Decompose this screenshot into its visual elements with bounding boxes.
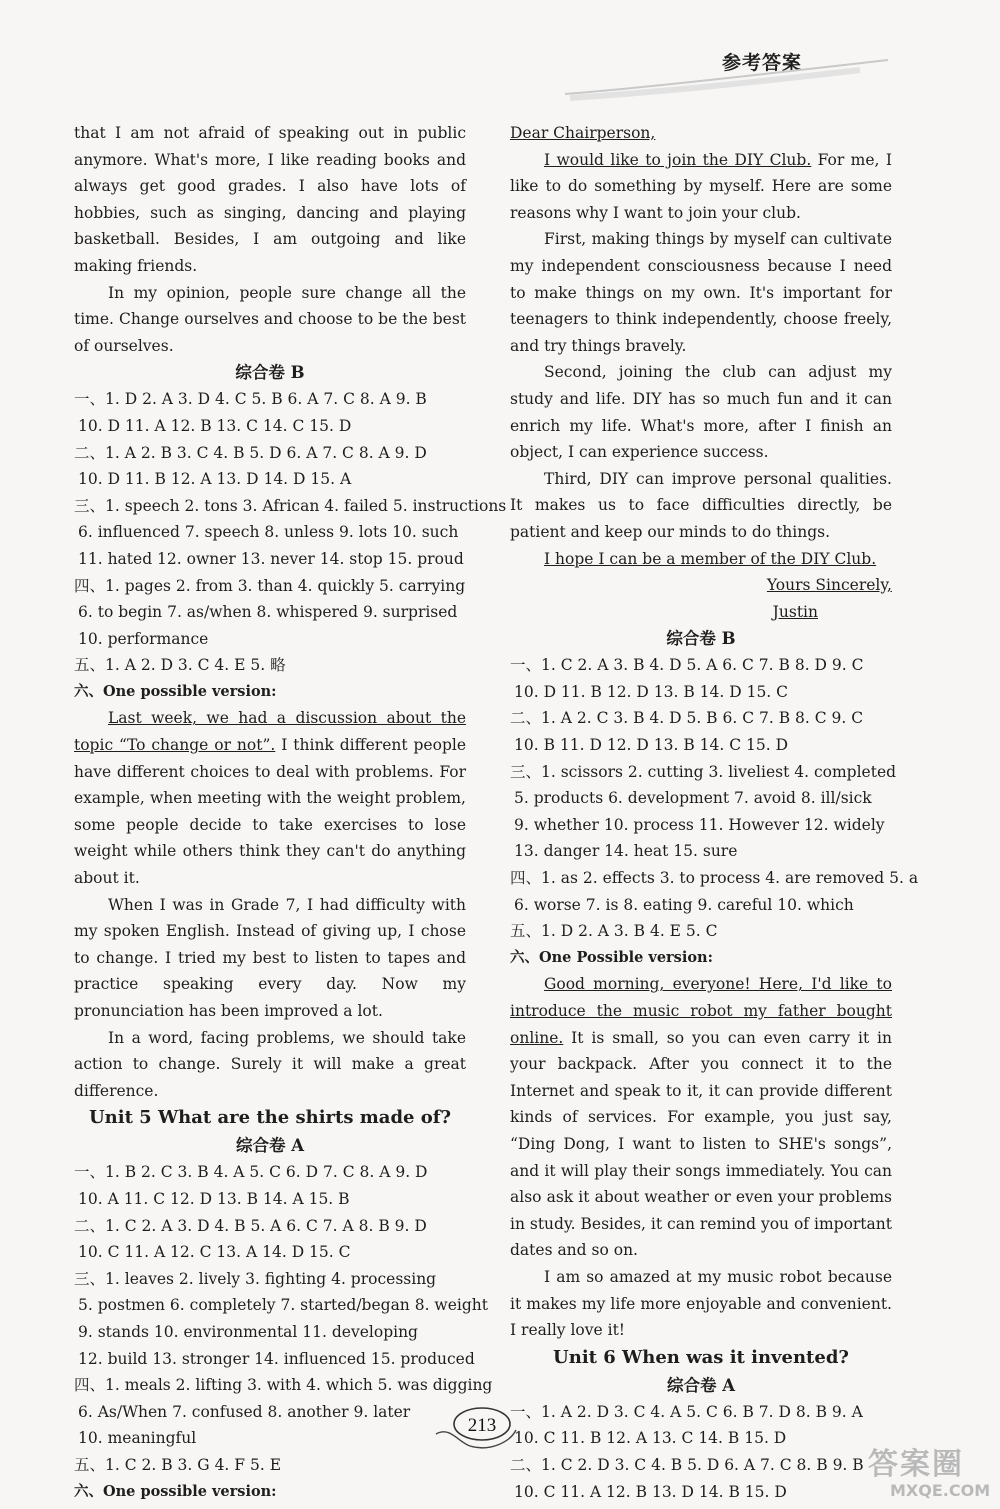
letter-paragraph-1 [510, 147, 892, 227]
answers: 1. C 2. B 3. G 4. F 5. E [105, 1455, 282, 1474]
b-section-3-line-3: 9. whether 10. process 11. However 12. widely [514, 815, 885, 834]
b-section-2-line-2: 10. B 11. D 12. D 13. B 14. C 15. D [514, 736, 789, 755]
answers: 1. A 2. C 3. B 4. D 5. B 6. C 7. B 8. C 9. C [541, 709, 864, 728]
section-label: 六、 [74, 1482, 103, 1500]
section-label: 三、 [510, 762, 542, 781]
a-section-1-line-2: 10. C 11. B 12. A 13. C 14. B 15. D [514, 1429, 787, 1448]
answers: 1. scissors 2. cutting 3. liveliest 4. completed [541, 762, 897, 781]
b-section-6-heading [74, 679, 466, 706]
a-section-4-line-2: 6. As/When 7. confused 8. another 9. later [78, 1402, 411, 1421]
a-section-3-line-1 [74, 1266, 466, 1293]
section-label: 二、 [74, 1216, 106, 1235]
a-section-4-line-1 [74, 1372, 493, 1399]
a-section-1-line-1 [74, 1159, 466, 1186]
answers: 1. leaves 2. lively 3. fighting 4. processing [105, 1269, 437, 1288]
section-label: 四、 [74, 1376, 106, 1395]
page-header-title: 参考答案 [722, 52, 803, 74]
section-label: 四、 [74, 576, 106, 595]
page-number: 213 [467, 1415, 497, 1436]
a-section-4-line-3: 10. meaningful [78, 1429, 197, 1448]
b-section-5-line-1 [74, 652, 466, 679]
section-label: 一、 [74, 390, 106, 409]
section-label: 五、 [74, 1455, 106, 1474]
speech-paragraph-1-rest: It is small, so you can even carry it in your backpack. After you connect it to the Internet and speak to it, it can provide different kinds of services. For example, you just say, “Ding Dong, I want to listen to SHE's songs”, and it will play their songs immediately. You can also ask it about weather or even your problems in study. Besides, it can remind you of important dates and so on. [510, 1028, 892, 1260]
answers: 1. speech 2. tons 3. African 4. failed 5. instructions [105, 496, 507, 515]
letter-signature [510, 599, 892, 626]
essay-paragraph-2: When I was in Grade 7, I had difficulty with my spoken English. Instead of giving up, I chose to change. I tried my best to listen to tapes and practice speaking every day. Now my pronunciation has been improved a lot. [74, 895, 466, 1020]
a-section-2-line-1 [74, 1213, 466, 1240]
b-section-1-line-1 [74, 386, 466, 413]
letter-salutation: Dear Chairperson, [510, 124, 656, 142]
section-label: 一、 [510, 1402, 542, 1421]
intro-paragraph-1: that I am not afraid of speaking out in public anymore. What's more, I like reading books and always get good grades. I also have lots of hobbies, such as singing, dancing and playing basketball. Besides, I am outgoing and like making friends. [74, 124, 466, 275]
a-section-3-line-4: 12. build 13. stronger 14. influenced 15. produced [78, 1349, 475, 1368]
unit-5-title: Unit 5 What are the shirts made of? [88, 1107, 452, 1129]
answers: 1. as 2. effects 3. to process 4. are removed 5. a [541, 869, 919, 888]
section-label: 四、 [510, 869, 542, 888]
answers: 1. pages 2. from 3. than 4. quickly 5. carrying [105, 576, 466, 595]
section-label: 三、 [74, 496, 106, 515]
section-label: 二、 [510, 1455, 542, 1474]
b-section-2-line-1 [74, 440, 466, 467]
test-a-title: 综合卷 A [666, 1375, 736, 1395]
a-section-3-line-3: 9. stands 10. environmental 11. developing [78, 1322, 418, 1341]
essay-paragraph-3: In a word, facing problems, we should take action to change. Surely it will make a great difference. [74, 1028, 466, 1100]
answers: 1. A 2. D 3. C 4. A 5. C 6. B 7. D 8. B 9. A [541, 1402, 863, 1421]
b-section-3-line-2: 5. products 6. development 7. avoid 8. ill/sick [514, 789, 872, 808]
b-section-3-line-4: 13. danger 14. heat 15. sure [514, 842, 738, 861]
test-a-title: 综合卷 A [235, 1136, 305, 1156]
intro-paragraph-2: In my opinion, people sure change all the time. Change ourselves and choose to be the best of ourselves. [74, 283, 466, 355]
a-section-2-line-1 [510, 1452, 892, 1479]
section-label: 五、 [74, 656, 106, 675]
answers: 1. D 2. A 3. D 4. C 5. B 6. A 7. C 8. A 9. B [105, 390, 427, 409]
b-section-1-line-2: 10. D 11. A 12. B 13. C 14. C 15. D [78, 416, 352, 435]
a-section-6-heading [74, 1479, 466, 1506]
unit-6-title: Unit 6 When was it invented? [553, 1346, 849, 1368]
b-section-3-line-1 [510, 759, 897, 786]
page-number-badge [430, 1396, 520, 1456]
speech-paragraph-2: I am so amazed at my music robot because it makes my life more enjoyable and convenient. I really love it! [510, 1267, 892, 1340]
letter-underlined-closing: I hope I can be a member of the DIY Club. [544, 549, 877, 568]
b-section-5-line-1 [510, 918, 892, 945]
b-section-2-line-1 [510, 705, 892, 732]
speech-paragraph-1 [510, 971, 892, 1264]
letter-underlined-opening: I would like to join the DIY Club. [544, 150, 812, 169]
section-label: 六、 [510, 948, 539, 966]
answers: 1. B 2. C 3. B 4. A 5. C 6. D 7. C 8. A 9. D [105, 1163, 428, 1182]
section-label: 六、 [74, 682, 103, 700]
section-label: 一、 [510, 656, 542, 675]
b-section-3-line-3: 11. hated 12. owner 13. never 14. stop 15. proud [78, 549, 464, 568]
a-section-1-line-1 [510, 1399, 892, 1426]
letter-signature-text: Justin [772, 602, 818, 621]
b-section-3-line-1 [74, 493, 507, 520]
answers: 1. D 2. A 3. B 4. E 5. C [541, 922, 718, 941]
header-brush-decoration [560, 58, 890, 102]
essay-paragraph-1-rest: I think different people have different choices to deal with problems. For example, when meeting with the weight problem, some people decide to take exercises to lose weight while others think they can't do anything about it. [74, 736, 466, 888]
section-label: 二、 [510, 709, 542, 728]
b-section-4-line-1 [510, 865, 919, 892]
test-b-title: 综合卷 B [666, 629, 736, 649]
b-section-1-line-1 [510, 652, 892, 679]
section-label: 一、 [74, 1163, 106, 1182]
letter-closing-text: Yours Sincerely, [766, 576, 892, 595]
b-section-3-line-2: 6. influenced 7. speech 8. unless 9. lots 10. such [78, 523, 459, 542]
test-b-title: 综合卷 B [235, 363, 305, 383]
answers: 1. C 2. D 3. C 4. B 5. D 6. A 7. C 8. B 9. B [541, 1455, 864, 1474]
letter-paragraph-4: Third, DIY can improve personal qualities. It makes us to face difficulties directly, be patient and keep our minds to do things. [510, 469, 892, 541]
a-section-2-line-2: 10. C 11. A 12. C 13. A 14. D 15. C [78, 1243, 351, 1262]
letter-paragraph-1-rest: For me, I like to do something by myself. Here are some reasons why I want to join your club. [510, 150, 892, 222]
letter-paragraph-5 [510, 546, 892, 573]
watermark-logo [868, 1448, 994, 1504]
b-section-4-line-1 [74, 573, 466, 600]
a-section-2-line-2: 10. C 11. A 12. B 13. D 14. B 15. D [514, 1482, 787, 1501]
answers: 1. C 2. A 3. D 4. B 5. A 6. C 7. A 8. B 9. D [105, 1216, 427, 1235]
a-section-5-line-1 [74, 1452, 466, 1479]
b-section-4-line-2: 6. to begin 7. as/when 8. whispered 9. surprised [78, 603, 458, 622]
watermark-url: MXQE.COM [890, 1481, 991, 1500]
letter-paragraph-2: First, making things by myself can cultivate my independent consciousness because I need to make things on my own. It's important for teenagers to think independently, choose freely, and try things bravely. [510, 230, 892, 355]
speech-underlined-opening: Good morning, everyone! Here, I'd like to introduce the music robot my father bought online. [510, 975, 892, 1047]
answers: 1. meals 2. lifting 3. with 4. which 5. was digging [105, 1376, 493, 1395]
letter-paragraph-3: Second, joining the club can adjust my study and life. DIY has so much fun and it can enrich my life. What's more, after I finish an object, I can experience success. [510, 363, 892, 462]
essay-underlined-opening: Last week, we had a discussion about the topic “To change or not”. [74, 709, 466, 755]
b-section-6-heading [510, 945, 892, 972]
a-section-3-line-2: 5. postmen 6. completely 7. started/began 8. weight [78, 1296, 488, 1315]
b-section-2-line-2: 10. D 11. B 12. A 13. D 14. D 15. A [78, 470, 352, 489]
letter-closing [510, 572, 892, 599]
watermark-text: 答案圈 [868, 1447, 964, 1482]
b-section-4-line-3: 10. performance [78, 629, 209, 648]
section-title: One possible version: [103, 682, 277, 700]
answers: 1. C 2. A 3. B 4. D 5. A 6. C 7. B 8. D 9. C [541, 656, 864, 675]
section-title: One possible version: [103, 1482, 277, 1500]
a-section-1-line-2: 10. A 11. C 12. D 13. B 14. A 15. B [78, 1189, 350, 1208]
b-section-1-line-2: 10. D 11. B 12. D 13. B 14. D 15. C [514, 682, 789, 701]
section-label: 二、 [74, 443, 106, 462]
section-title: One Possible version: [539, 948, 713, 966]
essay-paragraph-1 [74, 705, 466, 891]
answers: 1. A 2. B 3. C 4. B 5. D 6. A 7. C 8. A 9. D [105, 443, 427, 462]
section-label: 五、 [510, 922, 542, 941]
b-section-4-line-2: 6. worse 7. is 8. eating 9. careful 10. which [514, 895, 854, 914]
answers: 1. A 2. D 3. C 4. E 5. 略 [105, 656, 286, 675]
section-label: 三、 [74, 1269, 106, 1288]
